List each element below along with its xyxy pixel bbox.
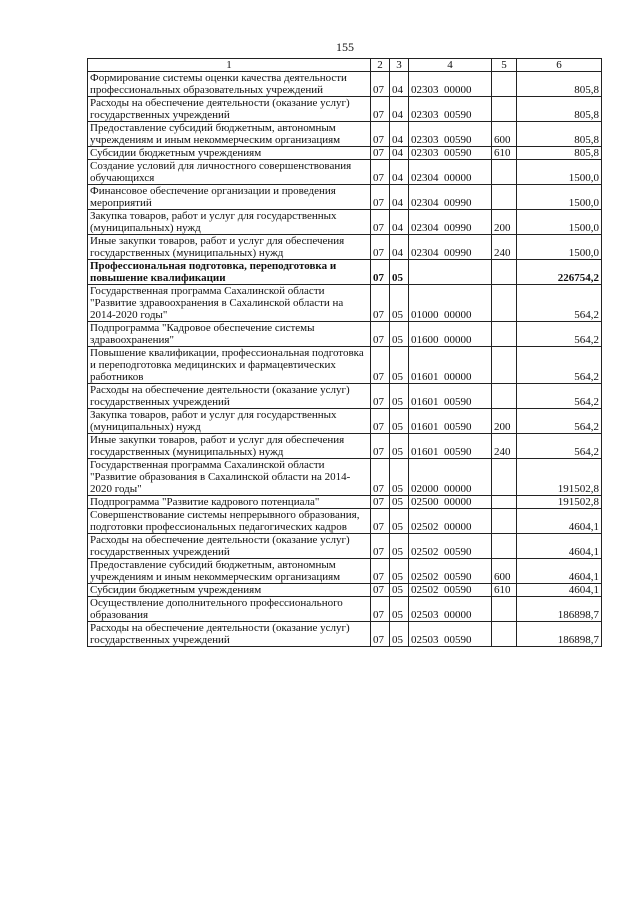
row-amount: 191502,8 xyxy=(517,459,602,496)
row-expense-type xyxy=(492,322,517,347)
row-target-code: 02502 00590 xyxy=(409,534,492,559)
row-name: Профессиональная подготовка, переподготовка и повышение квалификации xyxy=(88,260,371,285)
row-target-code: 01601 00590 xyxy=(409,434,492,459)
row-expense-type xyxy=(492,384,517,409)
row-expense-type xyxy=(492,347,517,384)
row-amount: 1500,0 xyxy=(517,160,602,185)
row-target-code: 02502 00000 xyxy=(409,509,492,534)
row-target-code: 01601 00000 xyxy=(409,347,492,384)
row-target-code: 01601 00590 xyxy=(409,409,492,434)
row-expense-type xyxy=(492,459,517,496)
row-section: 07 xyxy=(371,122,390,147)
row-target-code: 02000 00000 xyxy=(409,459,492,496)
row-subsection: 04 xyxy=(390,147,409,160)
page-number: 155 xyxy=(336,40,354,54)
table-row xyxy=(88,459,602,496)
row-section: 07 xyxy=(371,285,390,322)
row-section: 07 xyxy=(371,597,390,622)
row-section: 07 xyxy=(371,147,390,160)
row-amount: 1500,0 xyxy=(517,210,602,235)
table-row xyxy=(88,347,602,384)
header-row xyxy=(88,59,602,72)
row-expense-type xyxy=(492,72,517,97)
row-expense-type: 240 xyxy=(492,434,517,459)
row-amount: 1500,0 xyxy=(517,185,602,210)
table-row xyxy=(88,384,602,409)
row-expense-type xyxy=(492,509,517,534)
row-subsection: 05 xyxy=(390,260,409,285)
row-section: 07 xyxy=(371,185,390,210)
table-row xyxy=(88,597,602,622)
row-expense-type xyxy=(492,97,517,122)
row-target-code: 02303 00590 xyxy=(409,122,492,147)
row-amount: 4604,1 xyxy=(517,559,602,584)
table-row xyxy=(88,622,602,647)
row-expense-type xyxy=(492,260,517,285)
row-section: 07 xyxy=(371,584,390,597)
row-subsection: 04 xyxy=(390,185,409,210)
row-target-code: 01600 00000 xyxy=(409,322,492,347)
table-row xyxy=(88,322,602,347)
row-name: Расходы на обеспечение деятельности (оказание услуг) государственных учреждений xyxy=(88,534,371,559)
row-subsection: 04 xyxy=(390,122,409,147)
table-row xyxy=(88,496,602,509)
row-amount: 564,2 xyxy=(517,434,602,459)
row-name: Расходы на обеспечение деятельности (оказание услуг) государственных учреждений xyxy=(88,622,371,647)
row-section: 07 xyxy=(371,434,390,459)
row-subsection: 05 xyxy=(390,409,409,434)
row-expense-type xyxy=(492,285,517,322)
row-amount: 805,8 xyxy=(517,97,602,122)
table-row xyxy=(88,509,602,534)
row-section: 07 xyxy=(371,322,390,347)
row-target-code: 02304 00000 xyxy=(409,160,492,185)
row-subsection: 05 xyxy=(390,384,409,409)
row-name: Предоставление субсидий бюджетным, автономным учреждениям и иным некоммерческим организациям xyxy=(88,559,371,584)
row-amount: 186898,7 xyxy=(517,597,602,622)
row-name: Иные закупки товаров, работ и услуг для обеспечения государственных (муниципальных) нужд xyxy=(88,434,371,459)
row-expense-type: 240 xyxy=(492,235,517,260)
row-expense-type: 200 xyxy=(492,409,517,434)
row-target-code: 02303 00000 xyxy=(409,72,492,97)
row-target-code: 02503 00590 xyxy=(409,622,492,647)
row-section: 07 xyxy=(371,235,390,260)
row-name: Субсидии бюджетным учреждениям xyxy=(88,584,371,597)
row-target-code: 02303 00590 xyxy=(409,97,492,122)
row-target-code: 02304 00990 xyxy=(409,235,492,260)
row-subsection: 05 xyxy=(390,622,409,647)
row-name: Создание условий для личностного совершенствования обучающихся xyxy=(88,160,371,185)
table-row xyxy=(88,122,602,147)
row-target-code: 02500 00000 xyxy=(409,496,492,509)
row-name: Формирование системы оценки качества деятельности профессиональных образовательных учреждений xyxy=(88,72,371,97)
row-subsection: 05 xyxy=(390,534,409,559)
row-expense-type xyxy=(492,160,517,185)
row-expense-type: 610 xyxy=(492,584,517,597)
row-name: Закупка товаров, работ и услуг для государственных (муниципальных) нужд xyxy=(88,409,371,434)
row-target-code: 02502 00590 xyxy=(409,559,492,584)
row-target-code: 02304 00990 xyxy=(409,185,492,210)
row-subsection: 05 xyxy=(390,347,409,384)
table-row xyxy=(88,534,602,559)
row-amount: 4604,1 xyxy=(517,509,602,534)
row-name: Предоставление субсидий бюджетным, автономным учреждениям и иным некоммерческим организациям xyxy=(88,122,371,147)
table-row xyxy=(88,147,602,160)
row-amount: 564,2 xyxy=(517,409,602,434)
row-amount: 564,2 xyxy=(517,384,602,409)
row-name: Расходы на обеспечение деятельности (оказание услуг) государственных учреждений xyxy=(88,384,371,409)
table-row xyxy=(88,72,602,97)
row-target-code xyxy=(409,260,492,285)
row-section: 07 xyxy=(371,534,390,559)
row-target-code: 02502 00590 xyxy=(409,584,492,597)
row-target-code: 02304 00990 xyxy=(409,210,492,235)
row-section: 07 xyxy=(371,210,390,235)
row-expense-type xyxy=(492,534,517,559)
table-row xyxy=(88,185,602,210)
header-col-2: 2 xyxy=(371,59,390,72)
row-name: Подпрограмма "Развитие кадрового потенциала" xyxy=(88,496,371,509)
row-target-code: 02303 00590 xyxy=(409,147,492,160)
row-name: Иные закупки товаров, работ и услуг для обеспечения государственных (муниципальных) нужд xyxy=(88,235,371,260)
row-subsection: 04 xyxy=(390,210,409,235)
table-row xyxy=(88,434,602,459)
row-section: 07 xyxy=(371,160,390,185)
row-section: 07 xyxy=(371,409,390,434)
row-name: Осуществление дополнительного профессионального образования xyxy=(88,597,371,622)
row-subsection: 05 xyxy=(390,285,409,322)
header-col-5: 5 xyxy=(492,59,517,72)
row-section: 07 xyxy=(371,496,390,509)
header-col-1: 1 xyxy=(88,59,371,72)
row-expense-type: 610 xyxy=(492,147,517,160)
header-col-3: 3 xyxy=(390,59,409,72)
row-subsection: 05 xyxy=(390,559,409,584)
row-subsection: 05 xyxy=(390,322,409,347)
header-col-4: 4 xyxy=(409,59,492,72)
row-subsection: 04 xyxy=(390,97,409,122)
row-expense-type xyxy=(492,496,517,509)
row-name: Закупка товаров, работ и услуг для государственных (муниципальных) нужд xyxy=(88,210,371,235)
row-section: 07 xyxy=(371,509,390,534)
row-amount: 564,2 xyxy=(517,322,602,347)
row-name: Расходы на обеспечение деятельности (оказание услуг) государственных учреждений xyxy=(88,97,371,122)
table-row xyxy=(88,210,602,235)
row-section: 07 xyxy=(371,97,390,122)
row-section: 07 xyxy=(371,384,390,409)
table-row xyxy=(88,559,602,584)
budget-table xyxy=(87,58,602,647)
table-row xyxy=(88,285,602,322)
row-subsection: 05 xyxy=(390,496,409,509)
row-target-code: 01000 00000 xyxy=(409,285,492,322)
row-section: 07 xyxy=(371,72,390,97)
row-section: 07 xyxy=(371,347,390,384)
row-amount: 4604,1 xyxy=(517,584,602,597)
row-subsection: 05 xyxy=(390,459,409,496)
row-amount: 186898,7 xyxy=(517,622,602,647)
row-name: Подпрограмма "Кадровое обеспечение системы здравоохранения" xyxy=(88,322,371,347)
row-section: 07 xyxy=(371,622,390,647)
row-amount: 4604,1 xyxy=(517,534,602,559)
table-row xyxy=(88,260,602,285)
row-amount: 805,8 xyxy=(517,122,602,147)
row-name: Совершенствование системы непрерывного образования, подготовки профессиональных педагогических кадров xyxy=(88,509,371,534)
row-amount: 805,8 xyxy=(517,147,602,160)
header-col-6: 6 xyxy=(517,59,602,72)
row-amount: 805,8 xyxy=(517,72,602,97)
row-subsection: 05 xyxy=(390,509,409,534)
row-amount: 564,2 xyxy=(517,285,602,322)
row-amount: 1500,0 xyxy=(517,235,602,260)
row-subsection: 04 xyxy=(390,72,409,97)
row-expense-type: 200 xyxy=(492,210,517,235)
row-name: Государственная программа Сахалинской области "Развитие здравоохранения в Сахалинской области на 2014-2020 годы" xyxy=(88,285,371,322)
table-row xyxy=(88,235,602,260)
row-name: Финансовое обеспечение организации и проведения мероприятий xyxy=(88,185,371,210)
row-target-code: 02503 00000 xyxy=(409,597,492,622)
row-section: 07 xyxy=(371,459,390,496)
row-subsection: 04 xyxy=(390,235,409,260)
table-row xyxy=(88,160,602,185)
row-amount: 191502,8 xyxy=(517,496,602,509)
row-expense-type: 600 xyxy=(492,559,517,584)
row-target-code: 01601 00590 xyxy=(409,384,492,409)
table-row xyxy=(88,409,602,434)
row-expense-type xyxy=(492,622,517,647)
row-section: 07 xyxy=(371,260,390,285)
row-subsection: 05 xyxy=(390,597,409,622)
row-amount: 564,2 xyxy=(517,347,602,384)
row-subsection: 05 xyxy=(390,434,409,459)
table-row xyxy=(88,584,602,597)
row-name: Повышение квалификации, профессиональная подготовка и переподготовка медицинских и фармацевтических работников xyxy=(88,347,371,384)
row-expense-type xyxy=(492,185,517,210)
row-expense-type: 600 xyxy=(492,122,517,147)
row-name: Государственная программа Сахалинской области "Развитие образования в Сахалинской области на 2014-2020 годы" xyxy=(88,459,371,496)
row-subsection: 05 xyxy=(390,584,409,597)
row-subsection: 04 xyxy=(390,160,409,185)
table-row xyxy=(88,97,602,122)
row-expense-type xyxy=(492,597,517,622)
row-amount: 226754,2 xyxy=(517,260,602,285)
row-section: 07 xyxy=(371,559,390,584)
row-name: Субсидии бюджетным учреждениям xyxy=(88,147,371,160)
